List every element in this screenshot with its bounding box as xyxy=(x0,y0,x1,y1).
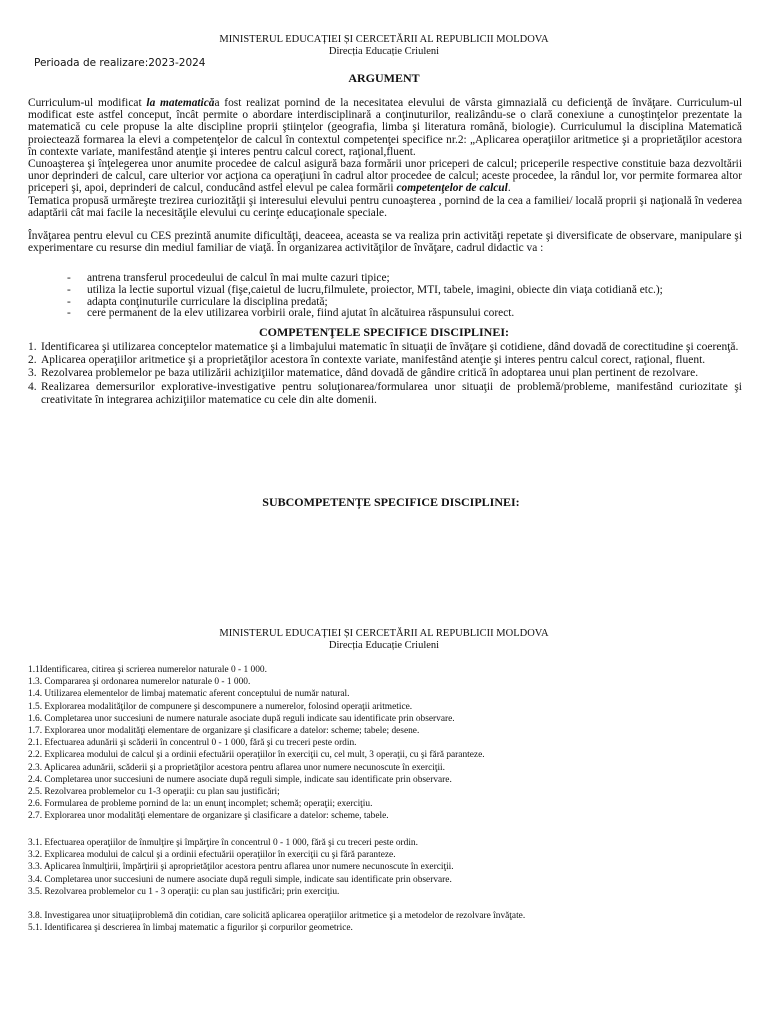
subcompetence-item: 3.1. Efectuarea operaţiilor de înmulţire şi împărţire în concentrul 0 - 1 000, fără şi cu treceri peste ordin. xyxy=(28,838,418,848)
competence-item: 3. Rezolvarea problemelor pe baza utilizării achiziţiilor matematice, dând dovadă de gândire critică în adoptarea unui plan pertinent de rezolvare. xyxy=(28,367,699,380)
subcompetence-item: 2.2. Explicarea modului de calcul şi a ordinii efectuării operaţiilor în exerciţii cu, cel mult, 3 operaţii, cu şi fără paranteze. xyxy=(28,750,485,761)
list-item: - utiliza la lectie suportul vizual (fişe,caietul de lucru,filmulete, proiector, MTI, tabele, imagini, obiecte din viaţa cotidiană etc.); xyxy=(67,285,747,297)
subcompetence-item: 3.5. Rezolvarea problemelor cu 1 - 3 operaţii: cu plan sau justificări; prin exerciţiu. xyxy=(28,886,340,897)
subcompetence-item: 1.5. Explorarea modalităţilor de compunere şi descompunere a numerelor, folosind operaţii aritmetice. xyxy=(28,701,413,712)
subcompetence-item: 1.7. Explorarea unor modalităţi elementare de organizare şi clasificare a datelor: scheme; tabele; desene. xyxy=(28,726,420,737)
subcompetence-item: 2.7. Explorarea unor modalităţi elementare de organizare şi clasificare a datelor: scheme, tabele. xyxy=(28,811,389,822)
subcompetence-item: 3.8. Investigarea unor situaţiiproblemă din cotidian, care solicită aplicarea operaţiilor aritmetice şi a metodelor de rezolvare învăţate. xyxy=(28,911,526,921)
argument-title: ARGUMENT xyxy=(348,71,420,85)
list-item: - antrena transferul procedeului de calcul în mai multe cazuri tipice; xyxy=(67,273,747,285)
subcompetence-item: 5.1. Identificarea şi descrierea în limbaj matematic a figurilor şi corpurilor geometrice. xyxy=(28,923,353,934)
competences-list xyxy=(28,341,742,407)
period-text: Perioada de realizare:2023-2024 xyxy=(34,57,206,69)
list-item: - adapta conţinuturile curriculare la disciplina predată; xyxy=(67,297,747,309)
subcompetences-title: SUBCOMPETENȚE SPECIFICE DISCIPLINEI: xyxy=(262,495,520,509)
ministry-name: MINISTERUL EDUCAȚIEI ȘI CERCETĂRII AL REPUBLICII MOLDOVA xyxy=(219,628,549,639)
subcompetences-group-1 xyxy=(28,664,758,823)
subcompetence-item: 2.5. Rezolvarea problemelor cu 1-3 operaţii: cu plan sau justificări; xyxy=(28,787,280,798)
competence-item: 1. Identificarea şi utilizarea conceptelor matematice şi a limbajului matematic în situaţii de învăţare şi cotidiene, dând dovadă de corectitudine şi coerenţă. xyxy=(28,341,739,353)
subcompetences-group-3 xyxy=(28,910,758,934)
subcompetence-item: 3.3. Aplicarea înmulţirii, împărţirii şi aproprietăţilor acestora pentru aflarea unor numere necunoscute în exerciţii. xyxy=(28,862,454,873)
paragraph-4: Învăţarea pentru elevul cu CES prezintă anumite dificultăţi, deaceea, aceasta se va realiza prin activităţi repetate şi diversificate de observare, manipulare şi experimentare cu resurse din mediul familiar de viaţă. În organizarea activităţilor de învăţare, cadrul didactic va : xyxy=(28,230,742,255)
subcompetence-item: 2.1. Efectuarea adunării şi scăderii în concentrul 0 - 1 000, fără şi cu treceri peste ordin. xyxy=(28,738,357,749)
directorate-name: Direcția Educație Criuleni xyxy=(328,46,440,57)
subcompetence-item: 3.4. Completarea unor succesiuni de numere asociate după reguli simple, indicate sau identificate prin observare. xyxy=(28,874,452,885)
header-second xyxy=(0,628,768,652)
competence-item: 2. Aplicarea operaţiilor aritmetice şi a proprietăţilor acestora în contexte variate, manifestând atenţie şi interes pentru calcul corect, raţional, fluent. xyxy=(28,354,706,367)
subcompetence-item: 2.3. Aplicarea adunării, scăderii şi a proprietăţilor acestora pentru aflarea unor numere necunoscute în exerciţii. xyxy=(28,762,446,773)
subcompetences-group-2 xyxy=(28,837,758,898)
competence-item: 4. Realizarea demersurilor explorative-investigative pentru soluţionarea/formularea unor situaţii de problemă/probleme, manifestând curiozitate şi creativitate în integrarea achiziţiilor matematice cu cele din alte domenii. xyxy=(28,380,742,406)
subcompetence-item: 1.3. Compararea şi ordonarea numerelor naturale 0 - 1 000. xyxy=(28,677,251,688)
emphasis-competences: competenţelor de calcul xyxy=(396,182,508,195)
header-top xyxy=(0,34,768,58)
subcompetence-item: 3.2. Explicarea modului de calcul şi a ordinii efectuării operaţiilor în exerciţii cu şi fără paranteze. xyxy=(28,850,396,861)
emphasis-math: la matematică xyxy=(146,97,215,109)
subcompetence-item: 1.6. Completarea unor succesiuni de numere naturale asociate după reguli indicate sau identificate prin observare. xyxy=(28,713,455,724)
teacher-actions-list xyxy=(67,273,747,320)
paragraph-3: Tematica propusă urmăreşte trezirea curiozităţii şi interesului elevului pentru cunoaşterea , pornind de la cea a familiei/ locală proprii şi naţională în vederea adaptării cât mai facile la necesităţile elevului cu cerinţe educaţionale speciale. xyxy=(28,194,742,219)
subcompetence-item: 2.6. Formularea de probleme pornind de la: un enunţ incomplet; schemă; operaţii; exerciţiu. xyxy=(28,799,373,810)
subcompetence-item: 2.4. Completarea unor succesiuni de numere asociate după reguli simple, indicate sau identificate prin observare. xyxy=(28,774,452,785)
directorate-name: Direcția Educație Criuleni xyxy=(328,640,440,651)
paragraph-1: Curriculum-ul modificat la matematicăa fost realizat pornind de la necesitatea elevului de vârsta gimnazială cu deficienţă de învăţare. Curriculum-ul modificat este astfel conceput, încât permite o abordare interdisciplinară a conţinuturilor, realizându-se o clară conexiune a cunoştinţelor prezentate la matematică cu cele propuse la alte discipline proprii ştiinţelor (geografia, limba şi literatura română, biologie). Curriculumul la disciplina Matematică proiectează formarea la elevi a competenţelor de calcul în contextul competenţei specifice nr.2: „Aplicarea operaţiilor aritmetice şi a proprietăţilor acestora în contexte variate, manifestând atenţie şi interes pentru calcul corect, raţional,fluent. xyxy=(28,97,743,158)
subcompetence-item: 1.1Identificarea, citirea şi scrierea numerelor naturale 0 - 1 000. xyxy=(28,665,267,675)
argument-body xyxy=(28,97,742,254)
paragraph-2: Cunoaşterea şi înţelegerea unor anumite procedee de calcul asigură baza formării unor priceperi de calcul; priceperile respective constituie baza dezvoltării unor deprinderi de calcul, care ulterior vor acţiona ca operaţiuni în cadrul altor procedee de calcul; aceste procedee, la rândul lor, vor permite formarea altor priceperi şi, apoi, deprinderi de calcul, conducând astfel elevul pe calea formării competenţelor de calcul. xyxy=(28,158,742,195)
competences-title: COMPETENŢELE SPECIFICE DISCIPLINEI: xyxy=(258,325,510,339)
subcompetence-item: 1.4. Utilizarea elementelor de limbaj matematic aferent conceptului de număr natural. xyxy=(28,689,350,700)
ministry-name: MINISTERUL EDUCAȚIEI ȘI CERCETĂRII AL REPUBLICII MOLDOVA xyxy=(219,34,549,45)
list-item: - cere permanent de la elev utilizarea vorbirii orale, fiind ajutat în alcătuirea răspunsului corect. xyxy=(67,308,747,320)
